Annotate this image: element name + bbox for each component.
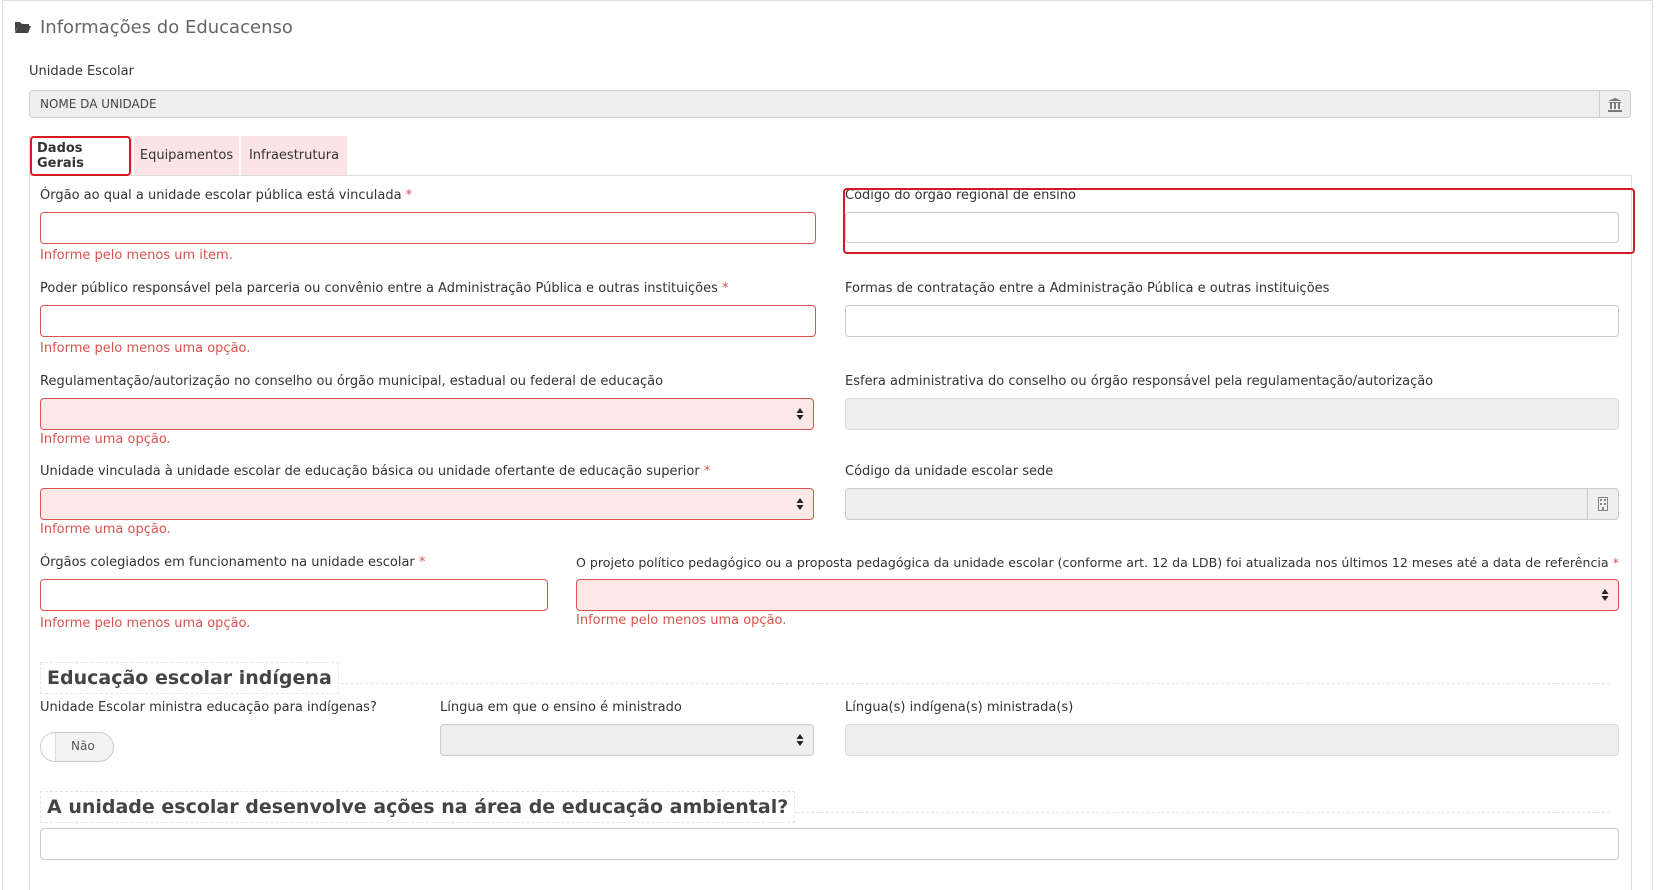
orgaos-colegiados-label-text: Órgãos colegiados em funcionamento na unidade escolar	[40, 555, 415, 570]
lingua-ensino-label: Língua em que o ensino é ministrado	[440, 700, 682, 715]
orgao-vinculada-input[interactable]	[40, 212, 816, 244]
page-header	[14, 16, 293, 38]
panel-border-right	[1652, 0, 1653, 890]
toggle-value: Não	[71, 739, 95, 753]
tabs-bar	[29, 136, 1631, 176]
page-title: Informações do Educacenso	[40, 16, 293, 38]
projeto-politico-error: Informe pelo menos uma opção.	[576, 613, 787, 628]
panel-border-left	[2, 0, 3, 890]
formas-contratacao-label: Formas de contratação entre a Administração Pública e outras instituições	[845, 281, 1330, 296]
building-icon	[1598, 497, 1608, 511]
required-mark: *	[1612, 555, 1619, 570]
required-mark: *	[418, 555, 426, 570]
tab-dados-gerais[interactable]	[29, 136, 132, 175]
codigo-unidade-sede-input	[845, 488, 1619, 520]
orgao-vinculada-label	[40, 188, 412, 203]
folder-open-icon	[14, 20, 32, 34]
tab-dados-gerais-label: Dados Gerais	[30, 136, 131, 176]
projeto-politico-label	[576, 555, 1619, 570]
unidade-vinculada-error: Informe uma opção.	[40, 522, 171, 537]
tab-infraestrutura-label: Infraestrutura	[248, 148, 340, 163]
panel-border-top	[2, 0, 1653, 1]
poder-publico-label-text: Poder público responsável pela parceria ou convênio entre a Administração Pública e outras instituições	[40, 281, 718, 296]
unit-value: NOME DA UNIDADE	[40, 97, 157, 111]
regulamentacao-label: Regulamentação/autorização no conselho ou órgão municipal, estadual ou federal de educação	[40, 374, 664, 389]
tab-content-border-right	[1631, 175, 1632, 890]
ambiental-section-title: A unidade escolar desenvolve ações na área de educação ambiental?	[40, 791, 795, 823]
orgaos-colegiados-input[interactable]	[40, 579, 548, 611]
poder-publico-error: Informe pelo menos uma opção.	[40, 341, 251, 356]
required-mark: *	[722, 281, 729, 296]
codigo-unidade-sede-addon[interactable]	[1587, 489, 1618, 519]
poder-publico-label	[40, 281, 729, 296]
tab-content-border-left	[29, 175, 30, 890]
select-caret-icon	[796, 733, 804, 747]
linguas-indigenas-label: Língua(s) indígena(s) ministrada(s)	[845, 700, 1074, 715]
unidade-vinculada-label-text: Unidade vinculada à unidade escolar de educação básica ou unidade ofertante de educação superior	[40, 464, 700, 479]
ministra-indigena-label: Unidade Escolar ministra educação para indígenas?	[40, 700, 377, 715]
toggle-knob	[41, 733, 56, 761]
institution-icon	[1607, 97, 1623, 112]
required-mark: *	[703, 464, 711, 479]
select-caret-icon	[796, 497, 804, 511]
lingua-ensino-select	[440, 724, 814, 756]
codigo-orgao-regional-label: Código do órgão regional de ensino	[845, 188, 1076, 203]
ambiental-input[interactable]	[40, 828, 1619, 860]
unit-label: Unidade Escolar	[29, 64, 134, 79]
codigo-unidade-sede-label: Código da unidade escolar sede	[845, 464, 1054, 479]
projeto-politico-label-text: O projeto político pedagógico ou a proposta pedagógica da unidade escolar (conforme art. 12 da LDB) foi atualizada nos últimos 12 meses até a data de referência	[576, 555, 1609, 570]
highlight-box	[843, 188, 1635, 254]
tab-equipamentos-label: Equipamentos	[139, 148, 234, 163]
unit-addon[interactable]	[1599, 91, 1630, 117]
formas-contratacao-input[interactable]	[845, 305, 1619, 337]
linguas-indigenas-input	[845, 724, 1619, 756]
orgao-vinculada-error: Informe pelo menos um item.	[40, 248, 233, 263]
indigena-section-title: Educação escolar indígena	[40, 662, 339, 694]
tab-equipamentos[interactable]	[134, 136, 239, 175]
orgaos-colegiados-label	[40, 555, 425, 570]
select-caret-icon	[796, 407, 804, 421]
orgaos-colegiados-error: Informe pelo menos uma opção.	[40, 616, 251, 631]
regulamentacao-select[interactable]	[40, 398, 814, 430]
unidade-vinculada-label	[40, 464, 710, 479]
select-caret-icon	[1601, 588, 1609, 602]
ministra-indigena-toggle[interactable]	[40, 732, 114, 762]
projeto-politico-select[interactable]	[576, 579, 1619, 611]
poder-publico-input[interactable]	[40, 305, 816, 337]
unidade-vinculada-select[interactable]	[40, 488, 814, 520]
esfera-administrativa-label: Esfera administrativa do conselho ou órgão responsável pela regulamentação/autorização	[845, 374, 1434, 389]
unit-field[interactable]	[29, 90, 1631, 118]
regulamentacao-error: Informe uma opção.	[40, 432, 171, 447]
esfera-administrativa-input	[845, 398, 1619, 430]
orgao-vinculada-label-text: Órgão ao qual a unidade escolar pública está vinculada	[40, 188, 402, 203]
required-mark: *	[405, 188, 413, 203]
tab-infraestrutura[interactable]	[241, 136, 347, 175]
